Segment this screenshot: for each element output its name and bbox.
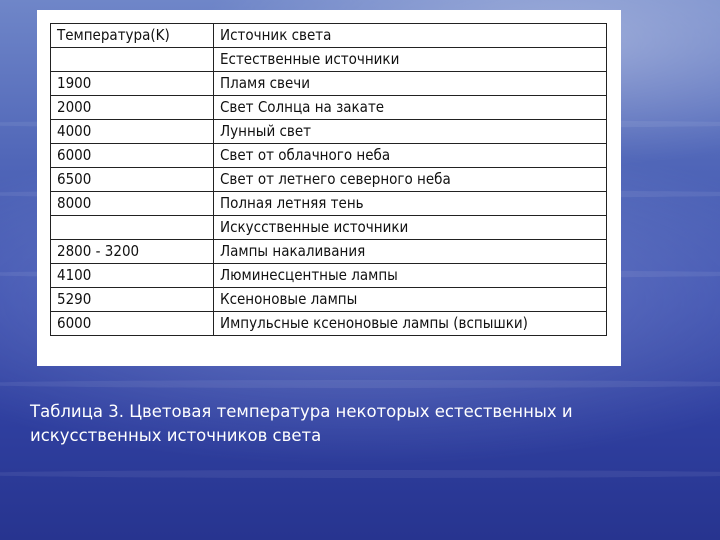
- caption-line: искусственных источников света: [30, 426, 322, 445]
- caption-line: Таблица 3. Цветовая температура некоторых естественных и: [30, 402, 573, 421]
- table-row: [51, 240, 607, 264]
- source-cell: Полная летняя тень: [214, 192, 607, 216]
- table-row: [51, 264, 607, 288]
- background-wave: [0, 380, 720, 388]
- temperature-cell: 1900: [51, 72, 214, 96]
- table-row: [51, 72, 607, 96]
- table-row: [51, 288, 607, 312]
- temperature-cell: 6000: [51, 312, 214, 336]
- source-cell: Свет от облачного неба: [214, 144, 607, 168]
- temperature-cell: 8000: [51, 192, 214, 216]
- section-row-artificial: [51, 216, 607, 240]
- source-cell: Люминесцентные лампы: [214, 264, 607, 288]
- header-temperature: Температура(K): [51, 24, 214, 48]
- empty-cell: [51, 48, 214, 72]
- table-row: [51, 168, 607, 192]
- temperature-cell: 6000: [51, 144, 214, 168]
- temperature-cell: 6500: [51, 168, 214, 192]
- temperature-cell: 4000: [51, 120, 214, 144]
- table-row: [51, 312, 607, 336]
- temperature-cell: 5290: [51, 288, 214, 312]
- color-temperature-table: [50, 23, 607, 336]
- source-cell: Лунный свет: [214, 120, 607, 144]
- section-row-natural: [51, 48, 607, 72]
- source-cell: Лампы накаливания: [214, 240, 607, 264]
- table-row: [51, 192, 607, 216]
- temperature-cell: 2000: [51, 96, 214, 120]
- temperature-cell: 2800 - 3200: [51, 240, 214, 264]
- table-row: [51, 96, 607, 120]
- table-header-row: [51, 24, 607, 48]
- temperature-cell: 4100: [51, 264, 214, 288]
- table-row: [51, 120, 607, 144]
- empty-cell: [51, 216, 214, 240]
- source-cell: Свет Солнца на закате: [214, 96, 607, 120]
- source-cell: Пламя свечи: [214, 72, 607, 96]
- section-label-natural: Естественные источники: [214, 48, 607, 72]
- table-row: [51, 144, 607, 168]
- background-wave: [0, 470, 720, 478]
- source-cell: Свет от летнего северного неба: [214, 168, 607, 192]
- source-cell: Ксеноновые лампы: [214, 288, 607, 312]
- slide-caption: [30, 400, 630, 448]
- table-image-panel: [37, 10, 621, 366]
- header-source: Источник света: [214, 24, 607, 48]
- section-label-artificial: Искусственные источники: [214, 216, 607, 240]
- source-cell: Импульсные ксеноновые лампы (вспышки): [214, 312, 607, 336]
